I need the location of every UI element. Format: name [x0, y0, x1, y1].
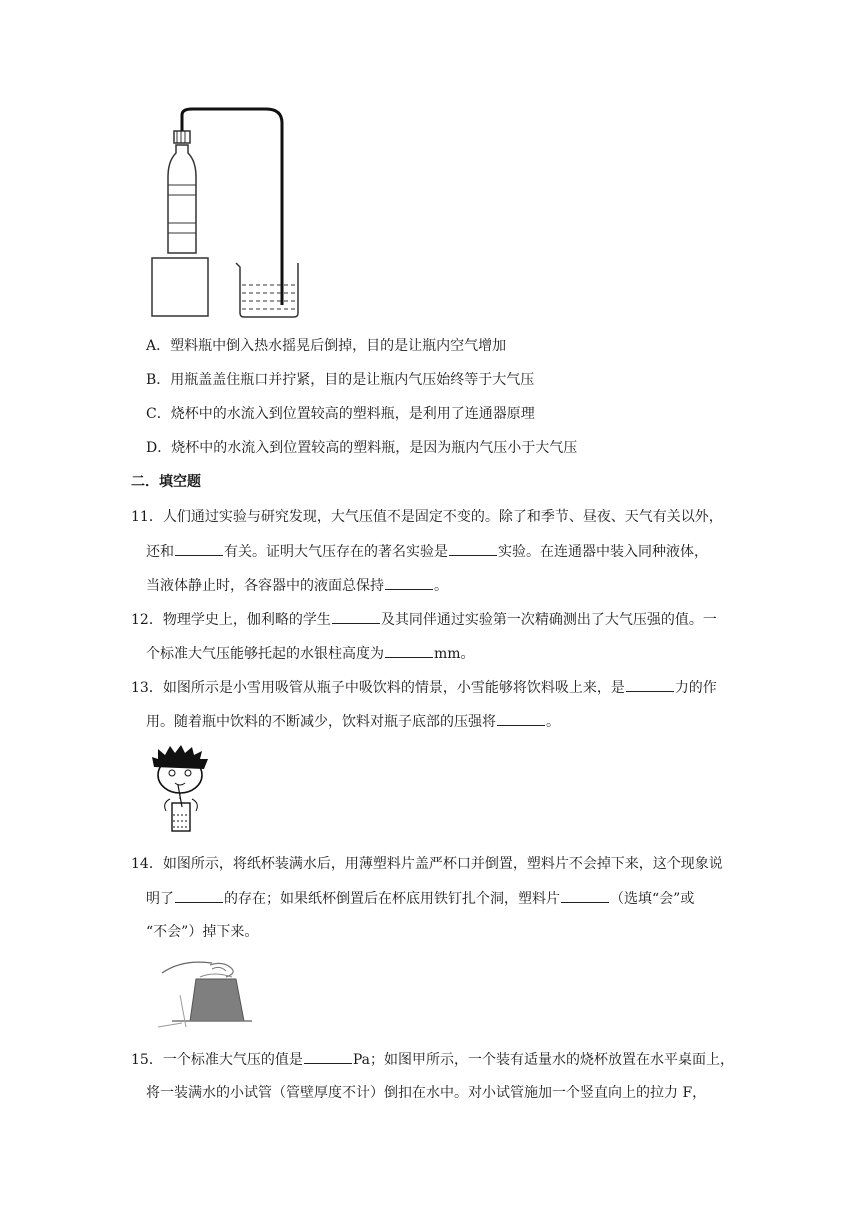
answer-blank[interactable]: [385, 643, 433, 658]
option-b: B．用瓶盖盖住瓶口并拧紧，目的是让瓶内气压始终等于大气压: [146, 372, 535, 388]
q12-text: mm。: [434, 646, 475, 662]
q15-text: Pa；如图甲所示，一个装有适量水的烧杯放置在水平桌面上，: [352, 1052, 734, 1068]
q12-text: 个标准大气压能够托起的水银柱高度为: [146, 646, 384, 662]
q12-text: 及其同伴通过实验第一次精确测出了大气压强的值。一: [380, 612, 717, 628]
q15-line1: [131, 1049, 734, 1070]
option-a: A．塑料瓶中倒入热水摇晃后倒掉，目的是让瓶内空气增加: [146, 338, 507, 354]
answer-blank[interactable]: [449, 541, 497, 556]
answer-blank[interactable]: [626, 677, 674, 692]
q13-line1: [131, 677, 717, 698]
answer-blank[interactable]: [561, 888, 609, 903]
q11-text: 当液体静止时，各容器中的液面总保持: [146, 578, 384, 594]
q14-line2: [146, 888, 694, 909]
q14-text: 的存在；如果纸杯倒置后在杯底用铁钉扎个洞，塑料片: [224, 891, 560, 907]
q12-line2: [146, 643, 475, 664]
answer-blank[interactable]: [332, 609, 380, 624]
option-c: C．烧杯中的水流入到位置较高的塑料瓶，是利用了连通器原理: [146, 406, 535, 422]
bottle-siphon-figure: [148, 105, 308, 320]
q14-line3: “不会”）掉下来。: [146, 924, 259, 940]
q14-line1: 14．如图所示，将纸杯装满水后，用薄塑料片盖严杯口并倒置，塑料片不会掉下来，这个现象说: [131, 856, 723, 872]
q14-text: 明了: [146, 891, 174, 907]
q13-text: 。: [546, 714, 560, 730]
q12-text: 12．物理学史上，伽利略的学生: [131, 612, 331, 628]
inverted-cup-figure: [152, 955, 262, 1035]
q11-text: 。: [434, 578, 448, 594]
q11-line3: [146, 575, 448, 596]
q14-text: （选填“会”或: [610, 891, 695, 907]
q12-line1: [131, 609, 717, 630]
child-straw-figure: [148, 745, 218, 835]
q13-text: 力的作: [674, 680, 717, 696]
q15-line2: 将一装满水的小试管（管壁厚度不计）倒扣在水中。对小试管施加一个竖直向上的拉力 F，: [146, 1085, 707, 1101]
answer-blank[interactable]: [175, 888, 223, 903]
answer-blank[interactable]: [497, 711, 545, 726]
answer-blank[interactable]: [385, 575, 433, 590]
q11-text: 还和: [146, 544, 174, 560]
q11-line2: [146, 541, 708, 562]
option-d: D．烧杯中的水流入到位置较高的塑料瓶，是因为瓶内气压小于大气压: [146, 440, 578, 456]
section-title: 二．填空题: [131, 474, 201, 490]
q15-text: 15．一个标准大气压的值是: [131, 1052, 303, 1068]
answer-blank[interactable]: [304, 1049, 352, 1064]
q11-text: 实验。在连通器中装入同种液体，: [498, 544, 708, 560]
q11-line1: 11．人们通过实验与研究发现，大气压值不是固定不变的。除了和季节、昼夜、天气有关以外，: [131, 509, 723, 525]
q13-text: 用。随着瓶中饮料的不断减少，饮料对瓶子底部的压强将: [146, 714, 496, 730]
q13-text: 13．如图所示是小雪用吸管从瓶子中吸饮料的情景，小雪能够将饮料吸上来，是: [131, 680, 625, 696]
answer-blank[interactable]: [175, 541, 223, 556]
q13-line2: [146, 711, 560, 732]
q11-text: 有关。证明大气压存在的著名实验是: [224, 544, 448, 560]
